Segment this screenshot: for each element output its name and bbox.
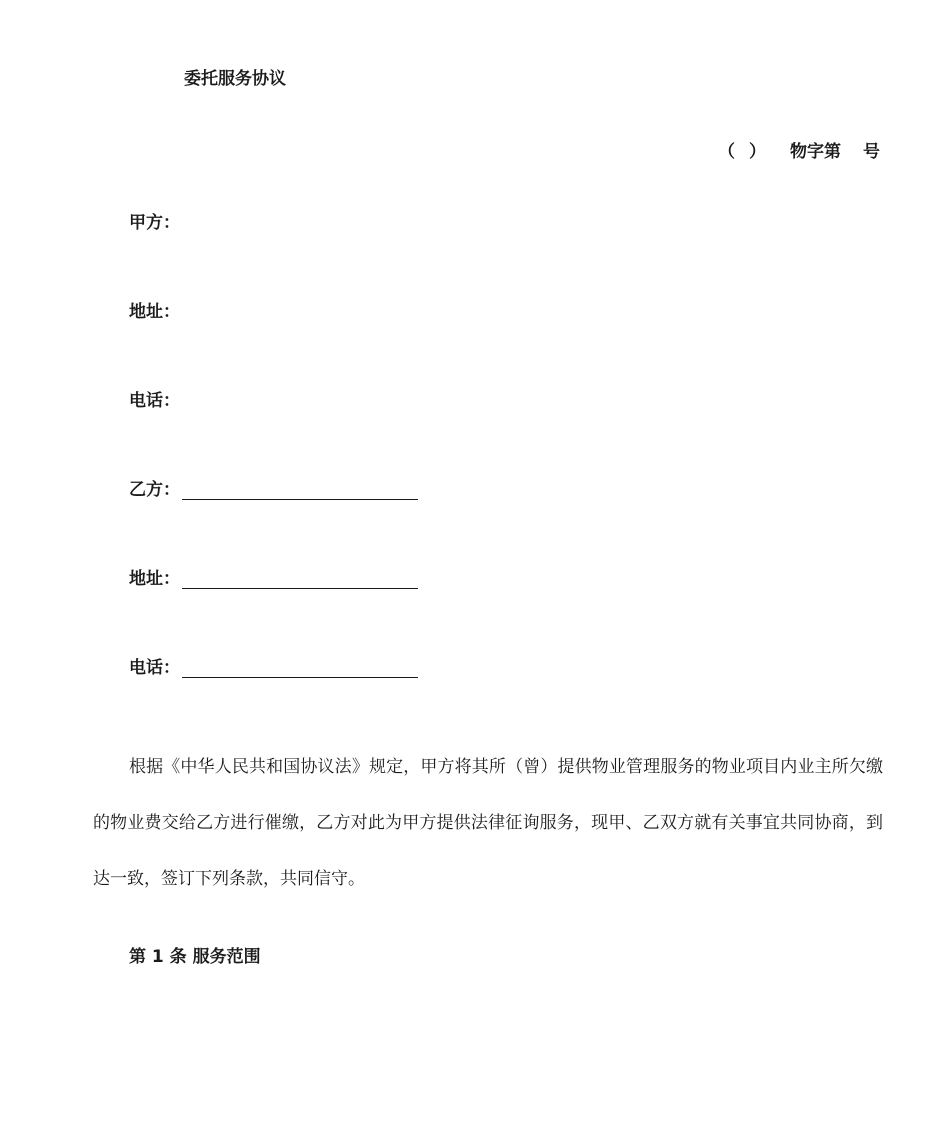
doc-number-paren-open: （ (718, 142, 735, 162)
party-b-address-field (129, 564, 418, 589)
party-b-name-blank-line[interactable] (182, 479, 418, 500)
document-title: 委托服务协议 (184, 69, 286, 89)
party-b-name-field (129, 475, 418, 500)
party-a-phone-field (129, 386, 180, 411)
party-b-phone-blank-line[interactable] (182, 657, 418, 678)
party-b-address-blank-line[interactable] (182, 568, 418, 589)
party-a-address-field (129, 297, 180, 322)
party-a-address-label: 地址： (129, 302, 180, 322)
document-number (718, 137, 880, 162)
party-a-phone-label: 电话： (129, 391, 180, 411)
doc-number-prefix: 物字第 (790, 142, 841, 162)
doc-number-suffix: 号 (863, 142, 880, 162)
doc-number-paren-close: ） (749, 142, 766, 162)
party-b-phone-field (129, 653, 418, 678)
party-b-name-label: 乙方： (129, 480, 180, 500)
section-1-heading: 第 1 条 服务范围 (129, 947, 261, 967)
party-a-name-field (129, 208, 180, 233)
party-b-phone-label: 电话： (129, 658, 180, 678)
intro-paragraph: 根据《中华人民共和国协议法》规定，甲方将其所（曾）提供物业管理服务的物业项目内业主所欠缴的物业费交给乙方进行催缴，乙方对此为甲方提供法律征询服务，现甲、乙双方就有关事宜共同协商，到达一致，签订下列条款，共同信守。 (93, 757, 883, 889)
party-a-name-label: 甲方： (129, 213, 180, 233)
party-b-address-label: 地址： (129, 569, 180, 589)
